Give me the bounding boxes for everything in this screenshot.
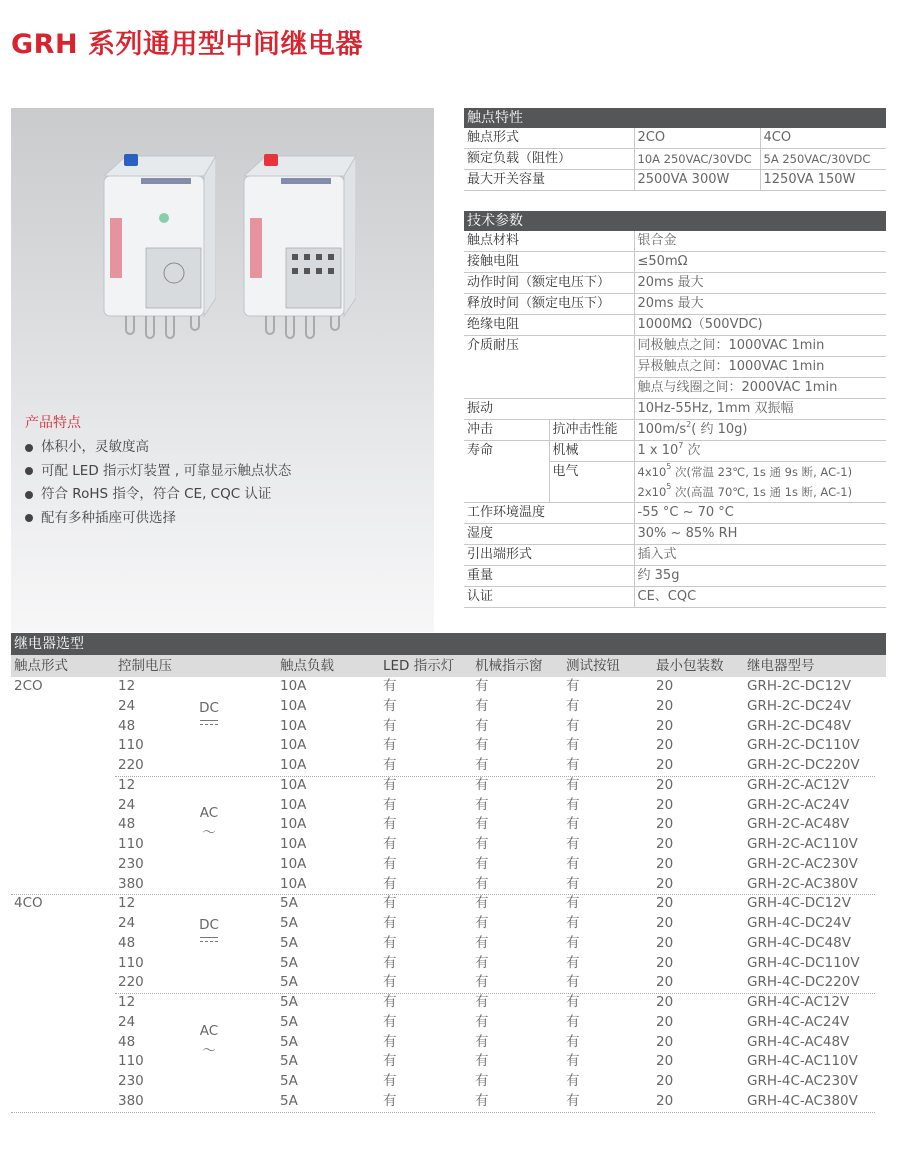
cell-voltage: 12: [118, 994, 136, 1010]
cell-voltage: 24: [118, 796, 136, 813]
row-divider: [115, 993, 875, 994]
page-title: GRH 系列通用型中间继电器: [11, 29, 363, 60]
cell-load: 10A: [280, 717, 307, 734]
cell-voltage: 110: [118, 737, 144, 754]
table-row: [11, 796, 886, 816]
cell-load: 10A: [280, 737, 307, 754]
cell-test: 有: [566, 974, 580, 991]
cell-load: 5A: [280, 895, 298, 912]
spec-row: 冲击 抗冲击性能 $100m/s^2$( 约 10g): [464, 420, 886, 441]
cell-voltage: 24: [118, 915, 136, 931]
cell-window: 有: [475, 895, 489, 912]
table-row: [11, 1033, 886, 1053]
cell-model: GRH-4C-AC24V: [747, 1013, 850, 1030]
cell-led: 有: [383, 816, 397, 833]
cell-model: GRH-4C-AC110V: [747, 1053, 858, 1070]
cell-voltage: 220: [118, 757, 144, 773]
cell-pack: 20: [656, 934, 674, 951]
cell-load: 10A: [280, 678, 307, 694]
cell-voltage: 230: [118, 1073, 144, 1089]
cell-led: 有: [383, 796, 397, 813]
contact-characteristics-table: [464, 108, 886, 191]
cell-window: 有: [475, 875, 489, 892]
cell-load: 10A: [280, 796, 307, 813]
cell-test: 有: [566, 776, 580, 793]
table-row: [11, 993, 886, 1013]
features-list: [25, 412, 291, 530]
spec-row: 电气 $4x10^5$ 次(常温 23℃, 1s 通 9s 断, AC-1): [464, 462, 886, 483]
cell-pack: 20: [656, 757, 674, 773]
col-mech-window: 机械指示窗: [475, 658, 543, 674]
cell-load: 10A: [280, 697, 307, 714]
relay-red-image: [236, 148, 356, 358]
feature-item: 体积小，灵敏度高: [25, 436, 291, 460]
cell-led: 有: [383, 855, 397, 872]
table-row: [11, 914, 886, 934]
spec-row: 触点材料 银合金: [464, 231, 886, 252]
cell-window: 有: [475, 1053, 489, 1070]
cell-window: 有: [475, 717, 489, 734]
cell-window: 有: [475, 1033, 489, 1050]
cell-voltage: 48: [118, 1033, 136, 1050]
cell-pack: 20: [656, 697, 674, 714]
spec-row: 触点与线圈之间：2000VAC 1min: [464, 378, 886, 399]
spec-row: 认证 CE、CQC: [464, 587, 886, 608]
cell-model: GRH-2C-DC24V: [747, 697, 851, 714]
ac-label-4co: AC ～: [189, 1023, 229, 1059]
cell-model: GRH-4C-DC24V: [747, 915, 851, 931]
cell-test: 有: [566, 915, 580, 931]
table-row: [11, 934, 886, 954]
row-divider: [11, 894, 875, 895]
cell-load: 5A: [280, 1073, 298, 1089]
ac-symbol-icon: ～: [202, 825, 216, 841]
selection-header: 继电器选型: [11, 633, 886, 655]
cell-window: 有: [475, 915, 489, 931]
cell-model: GRH-2C-DC12V: [747, 678, 851, 694]
spec-row: 振动 10Hz-55Hz, 1mm 双振幅: [464, 399, 886, 420]
cell-load: 10A: [280, 836, 307, 852]
cell-pack: 20: [656, 875, 674, 892]
spec-row: 释放时间（额定电压下） 20ms 最大: [464, 294, 886, 315]
cell-model: GRH-2C-AC110V: [747, 836, 858, 852]
cell-window: 有: [475, 1092, 489, 1109]
cell-test: 有: [566, 737, 580, 754]
spec-row: 介质耐压 同极触点之间：1000VAC 1min: [464, 336, 886, 357]
cell-test: 有: [566, 1013, 580, 1030]
cell-load: 5A: [280, 934, 298, 951]
spec-row: 绝缘电阻 1000MΩ（500VDC): [464, 315, 886, 336]
table-row: [11, 1072, 886, 1092]
cell-form: 2CO: [14, 678, 43, 694]
cell-pack: 20: [656, 717, 674, 734]
cell-model: GRH-2C-AC380V: [747, 875, 858, 892]
col-contact-form: 触点形式: [14, 658, 68, 674]
table-row: [11, 677, 886, 697]
cell-pack: 20: [656, 1053, 674, 1070]
relay-selection-table: [11, 633, 886, 1112]
cell-load: 5A: [280, 994, 298, 1010]
cell-model: GRH-4C-AC12V: [747, 994, 850, 1010]
spec-row: 工作环境温度 -55 °C ~ 70 °C: [464, 503, 886, 524]
cell-form: 4CO: [14, 895, 43, 912]
bullet-icon: [25, 467, 33, 475]
cell-window: 有: [475, 954, 489, 971]
cell-led: 有: [383, 994, 397, 1010]
table-row: [11, 954, 886, 974]
selection-column-headers: [11, 655, 886, 677]
cell-test: 有: [566, 757, 580, 773]
cell-test: 有: [566, 796, 580, 813]
contact-characteristics-header: 触点特性: [464, 108, 886, 128]
dc-label-4co: DC: [189, 917, 229, 945]
cell-load: 5A: [280, 1053, 298, 1070]
table-row: [11, 855, 886, 875]
cell-test: 有: [566, 836, 580, 852]
col-contact-load: 触点负载: [280, 658, 334, 674]
table-row: [11, 815, 886, 835]
bullet-icon: [25, 491, 33, 499]
cell-model: GRH-2C-AC48V: [747, 816, 850, 833]
selection-body: [11, 677, 886, 1112]
cell-pack: 20: [656, 678, 674, 694]
cell-voltage: 110: [118, 954, 144, 971]
cell-voltage: 220: [118, 974, 144, 991]
cell-model: GRH-4C-AC230V: [747, 1073, 858, 1089]
cell-voltage: 24: [118, 697, 136, 714]
cell-window: 有: [475, 776, 489, 793]
table-row: [11, 717, 886, 737]
table-row: [11, 1013, 886, 1033]
cell-pack: 20: [656, 1033, 674, 1050]
cell-pack: 20: [656, 1073, 674, 1089]
cell-test: 有: [566, 1073, 580, 1089]
cell-pack: 20: [656, 737, 674, 754]
cell-pack: 20: [656, 836, 674, 852]
cell-test: 有: [566, 895, 580, 912]
feature-item: 配有多种插座可供选择: [25, 507, 291, 531]
table-row: [11, 973, 886, 993]
cell-led: 有: [383, 915, 397, 931]
cell-led: 有: [383, 875, 397, 892]
spec-row: 动作时间（额定电压下） 20ms 最大: [464, 273, 886, 294]
cell-pack: 20: [656, 816, 674, 833]
cell-window: 有: [475, 678, 489, 694]
cell-voltage: 380: [118, 875, 144, 892]
tech-params-table: [464, 211, 886, 608]
cell-test: 有: [566, 1092, 580, 1109]
cell-led: 有: [383, 1013, 397, 1030]
cell-test: 有: [566, 1033, 580, 1050]
cell-load: 10A: [280, 757, 307, 773]
cell-window: 有: [475, 994, 489, 1010]
cell-model: GRH-2C-AC24V: [747, 796, 850, 813]
cell-test: 有: [566, 1053, 580, 1070]
cell-led: 有: [383, 757, 397, 773]
cell-window: 有: [475, 1073, 489, 1089]
cell-led: 有: [383, 974, 397, 991]
table-row: [11, 894, 886, 914]
cell-led: 有: [383, 895, 397, 912]
product-photo-panel: [11, 108, 434, 632]
cell-voltage: 48: [118, 816, 136, 833]
col-test-button: 测试按钮: [566, 658, 620, 674]
cell-led: 有: [383, 1073, 397, 1089]
cell-window: 有: [475, 934, 489, 951]
cell-load: 10A: [280, 875, 307, 892]
ac-label-2co: AC ～: [189, 805, 229, 841]
spec-row: 引出端形式 插入式: [464, 545, 886, 566]
cell-load: 5A: [280, 1092, 298, 1109]
cell-test: 有: [566, 855, 580, 872]
ac-symbol-icon: ～: [202, 1043, 216, 1059]
cell-window: 有: [475, 757, 489, 773]
spec-row: 异极触点之间：1000VAC 1min: [464, 357, 886, 378]
cell-window: 有: [475, 836, 489, 852]
dc-label-2co: DC: [189, 700, 229, 728]
cell-voltage: 12: [118, 678, 136, 694]
cell-test: 有: [566, 934, 580, 951]
table-row: [11, 875, 886, 895]
feature-item: 可配 LED 指示灯装置 , 可靠显示触点状态: [25, 460, 291, 484]
table-row: [11, 756, 886, 776]
cell-model: GRH-4C-AC48V: [747, 1033, 850, 1050]
cell-pack: 20: [656, 796, 674, 813]
col-model: 继电器型号: [747, 658, 815, 674]
cell-test: 有: [566, 875, 580, 892]
cell-voltage: 230: [118, 855, 144, 872]
spec-row: 接触电阻 ≤50mΩ: [464, 252, 886, 273]
cell-model: GRH-4C-DC110V: [747, 954, 860, 971]
cell-load: 5A: [280, 954, 298, 971]
cell-model: GRH-4C-DC220V: [747, 974, 860, 991]
cell-pack: 20: [656, 895, 674, 912]
cell-load: 5A: [280, 1033, 298, 1050]
cell-test: 有: [566, 678, 580, 694]
cell-led: 有: [383, 1053, 397, 1070]
cell-led: 有: [383, 717, 397, 734]
col-control-voltage: 控制电压: [118, 658, 172, 674]
cell-model: GRH-4C-AC380V: [747, 1092, 858, 1109]
cell-led: 有: [383, 1092, 397, 1109]
cell-model: GRH-2C-DC110V: [747, 737, 860, 754]
cell-window: 有: [475, 816, 489, 833]
col-led: LED 指示灯: [383, 658, 455, 674]
cell-voltage: 48: [118, 717, 136, 734]
cell-model: GRH-4C-DC48V: [747, 934, 851, 951]
cell-voltage: 380: [118, 1092, 144, 1109]
row-divider: [11, 1112, 875, 1113]
cell-led: 有: [383, 954, 397, 971]
cell-led: 有: [383, 776, 397, 793]
cell-window: 有: [475, 974, 489, 991]
cell-voltage: 12: [118, 895, 136, 912]
spec-row: $2x10^5$ 次(高温 70℃, 1s 通 1s 断, AC-1): [464, 482, 886, 503]
cell-voltage: 24: [118, 1013, 136, 1030]
cell-test: 有: [566, 994, 580, 1010]
cell-led: 有: [383, 1033, 397, 1050]
spec-row: 湿度 30% ~ 85% RH: [464, 524, 886, 545]
cell-voltage: 110: [118, 836, 144, 852]
table-row: [11, 835, 886, 855]
spec-row: 触点形式 2CO 4CO: [464, 128, 886, 149]
row-divider: [115, 776, 875, 777]
cell-pack: 20: [656, 855, 674, 872]
spec-row: 额定负载（阻性） 10A 250VAC/30VDC 5A 250VAC/30VDC: [464, 149, 886, 170]
table-row: [11, 1052, 886, 1072]
cell-pack: 20: [656, 994, 674, 1010]
cell-load: 10A: [280, 776, 307, 793]
cell-pack: 20: [656, 954, 674, 971]
cell-test: 有: [566, 697, 580, 714]
cell-window: 有: [475, 1013, 489, 1030]
cell-led: 有: [383, 697, 397, 714]
cell-load: 10A: [280, 816, 307, 833]
spec-row: 最大开关容量 2500VA 300W 1250VA 150W: [464, 170, 886, 191]
cell-voltage: 48: [118, 934, 136, 951]
cell-window: 有: [475, 796, 489, 813]
cell-load: 5A: [280, 974, 298, 991]
cell-window: 有: [475, 697, 489, 714]
cell-pack: 20: [656, 915, 674, 931]
cell-pack: 20: [656, 776, 674, 793]
cell-window: 有: [475, 855, 489, 872]
features-title: 产品特点: [25, 415, 81, 431]
feature-item: 符合 RoHS 指令，符合 CE, CQC 认证: [25, 483, 291, 507]
cell-voltage: 12: [118, 776, 136, 793]
cell-pack: 20: [656, 1013, 674, 1030]
cell-voltage: 110: [118, 1053, 144, 1070]
cell-led: 有: [383, 678, 397, 694]
bullet-icon: [25, 444, 33, 452]
cell-load: 10A: [280, 855, 307, 872]
col-min-pack: 最小包装数: [656, 658, 724, 674]
cell-led: 有: [383, 737, 397, 754]
cell-pack: 20: [656, 974, 674, 991]
cell-test: 有: [566, 816, 580, 833]
cell-model: GRH-4C-DC12V: [747, 895, 851, 912]
spec-row: 寿命 机械 1 x $10^7$ 次: [464, 441, 886, 462]
cell-test: 有: [566, 954, 580, 971]
cell-window: 有: [475, 737, 489, 754]
cell-model: GRH-2C-DC220V: [747, 757, 860, 773]
spec-row: 重量 约 35g: [464, 566, 886, 587]
table-row: [11, 1092, 886, 1112]
table-row: [11, 736, 886, 756]
cell-led: 有: [383, 934, 397, 951]
cell-test: 有: [566, 717, 580, 734]
table-row: [11, 776, 886, 796]
cell-pack: 20: [656, 1092, 674, 1109]
relay-blue-image: [96, 148, 216, 358]
cell-model: GRH-2C-DC48V: [747, 717, 851, 734]
cell-model: GRH-2C-AC230V: [747, 855, 858, 872]
cell-load: 5A: [280, 1013, 298, 1030]
tech-params-header: 技术参数: [464, 211, 886, 231]
table-row: [11, 697, 886, 717]
cell-led: 有: [383, 836, 397, 852]
cell-model: GRH-2C-AC12V: [747, 776, 850, 793]
bullet-icon: [25, 514, 33, 522]
cell-load: 5A: [280, 915, 298, 931]
